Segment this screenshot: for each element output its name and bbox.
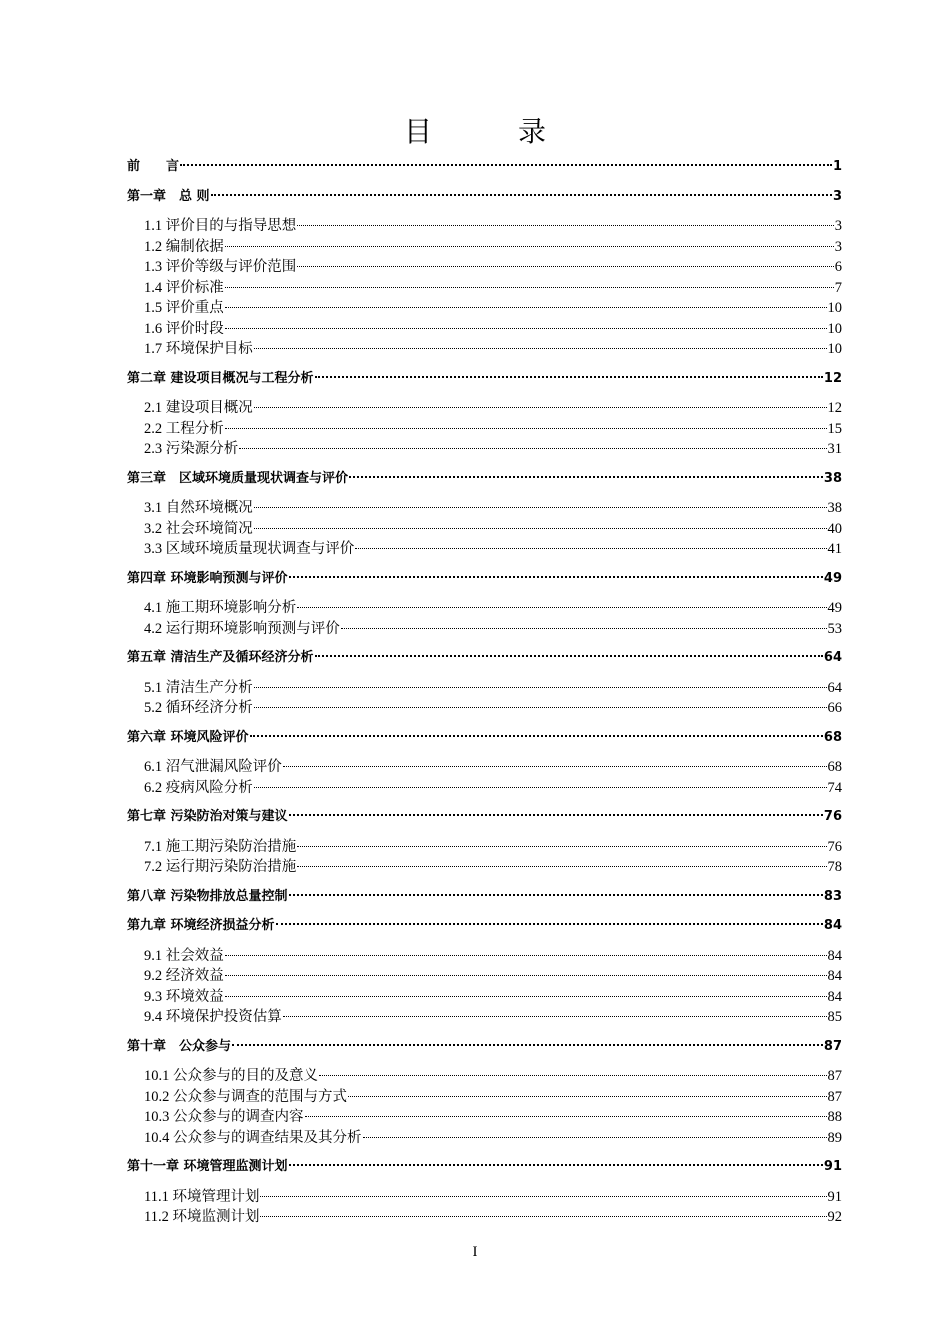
page-title — [0, 113, 950, 153]
toc-entry-label: 4.2 运行期环境影响预测与评价 — [144, 620, 340, 637]
toc-section-row[interactable] — [127, 946, 842, 967]
toc-entry-label: 9.3 环境效益 — [144, 988, 224, 1005]
toc-section-row[interactable] — [127, 678, 842, 699]
toc-section-row[interactable] — [127, 1187, 842, 1208]
toc-chapter-row[interactable] — [127, 916, 842, 937]
toc-entry-label: 7.2 运行期污染防治措施 — [144, 859, 297, 875]
toc-entry-label: 2.1 建设项目概况 — [144, 400, 253, 416]
dot-leader — [283, 1016, 827, 1017]
toc-entry-label: 第五章 清洁生产及循环经济分析 — [127, 650, 314, 665]
toc-page-number: 3 — [834, 238, 842, 255]
dot-leader — [297, 846, 826, 847]
dot-leader — [254, 528, 827, 529]
toc-section-row[interactable] — [127, 419, 842, 440]
toc-entry-label: 1.4 评价标准 — [144, 279, 224, 296]
toc-page-number: 92 — [827, 1209, 842, 1225]
toc-page-number: 87 — [827, 1088, 842, 1105]
toc-entry-label: 1.5 评价重点 — [144, 300, 224, 316]
toc-section-row[interactable] — [127, 837, 842, 858]
toc-page-number: 53 — [827, 620, 842, 637]
dot-leader — [254, 348, 827, 349]
toc-page-number: 85 — [827, 1009, 842, 1025]
toc-entry-label: 第二章 建设项目概况与工程分析 — [127, 370, 314, 386]
dot-leader — [225, 428, 827, 429]
toc-entry-label: 1.2 编制依据 — [144, 238, 224, 255]
toc-entry-label: 1.7 环境保护目标 — [144, 341, 253, 357]
toc-page-number: 15 — [827, 420, 842, 437]
toc-entry-label: 3.1 自然环境概况 — [144, 500, 253, 516]
toc-page-number: 49 — [827, 600, 842, 616]
dot-leader — [254, 787, 827, 788]
toc-page-number: 87 — [823, 1038, 842, 1054]
toc-chapter-row[interactable] — [127, 728, 842, 749]
toc-chapter-row[interactable] — [127, 1157, 842, 1178]
dot-leader — [289, 576, 823, 578]
toc-page-number: 64 — [823, 650, 842, 665]
toc-section-row[interactable] — [127, 757, 842, 778]
toc-page-number: 10 — [827, 300, 842, 316]
toc-entry-label: 6.1 沼气泄漏风险评价 — [144, 759, 282, 775]
dot-leader — [289, 1164, 823, 1166]
toc-entry-label: 10.2 公众参与调查的范围与方式 — [144, 1088, 347, 1105]
dot-leader — [315, 376, 823, 378]
dot-leader — [355, 548, 826, 549]
toc-chapter-row[interactable] — [127, 569, 842, 590]
toc-entry-label: 第八章 污染物排放总量控制 — [127, 888, 288, 904]
toc-page-number: 76 — [827, 838, 842, 855]
dot-leader — [349, 476, 823, 478]
toc-entry-label: 第十一章 环境管理监测计划 — [127, 1159, 288, 1174]
toc-entry-label: 前 言 — [127, 159, 180, 174]
toc-page-number: 64 — [827, 679, 842, 696]
toc-section-row[interactable] — [127, 1107, 842, 1128]
toc-entry-label: 10.4 公众参与的调查结果及其分析 — [144, 1129, 362, 1146]
toc-chapter-row[interactable] — [127, 369, 842, 390]
dot-leader — [254, 407, 827, 408]
dot-leader — [289, 894, 823, 896]
toc-entry-label: 第三章 区域环境质量现状调查与评价 — [127, 470, 349, 486]
toc-page-number: 12 — [823, 370, 842, 386]
toc-page-number: 3 — [832, 188, 842, 204]
toc-entry-label: 6.2 疫病风险分析 — [144, 779, 253, 796]
dot-leader — [283, 766, 827, 767]
toc-chapter-row[interactable] — [127, 1037, 842, 1058]
toc-page-number: 84 — [827, 988, 842, 1005]
dot-leader — [239, 448, 826, 449]
toc-chapter-row[interactable] — [127, 807, 842, 828]
table-of-contents — [127, 157, 842, 1228]
toc-page-number: 84 — [827, 968, 842, 984]
toc-entry-label: 11.1 环境管理计划 — [144, 1188, 260, 1205]
toc-entry-label: 9.1 社会效益 — [144, 947, 224, 964]
toc-page-number: 74 — [827, 779, 842, 796]
toc-page-number: 7 — [834, 279, 842, 296]
toc-section-row[interactable] — [127, 857, 842, 878]
toc-section-row[interactable] — [127, 1087, 842, 1108]
toc-section-row[interactable] — [127, 1066, 842, 1087]
toc-entry-label: 5.1 清洁生产分析 — [144, 679, 253, 696]
dot-leader — [348, 1096, 827, 1097]
toc-page-number: 6 — [834, 259, 842, 275]
toc-section-row[interactable] — [127, 698, 842, 719]
dot-leader — [232, 1044, 823, 1046]
toc-section-row[interactable] — [127, 298, 842, 319]
toc-page-number: 76 — [823, 809, 842, 824]
toc-section-row[interactable] — [127, 319, 842, 340]
dot-leader — [225, 307, 827, 308]
toc-page-number: 3 — [834, 218, 842, 234]
page-number-footer: I — [472, 1244, 478, 1260]
toc-entry-label: 10.1 公众参与的目的及意义 — [144, 1068, 318, 1084]
dot-leader — [363, 1137, 827, 1138]
dot-leader — [211, 194, 832, 196]
dot-leader — [297, 266, 834, 267]
toc-page-number: 91 — [827, 1188, 842, 1205]
toc-entry-label: 1.6 评价时段 — [144, 320, 224, 337]
toc-section-row[interactable] — [127, 498, 842, 519]
toc-entry-label: 第四章 环境影响预测与评价 — [127, 570, 288, 586]
toc-section-row[interactable] — [127, 987, 842, 1008]
toc-entry-label: 第六章 环境风险评价 — [127, 729, 249, 745]
toc-section-row[interactable] — [127, 539, 842, 560]
toc-entry-label: 2.2 工程分析 — [144, 420, 224, 437]
dot-leader — [225, 996, 827, 997]
dot-leader — [297, 607, 826, 608]
toc-entry-label: 1.1 评价目的与指导思想 — [144, 218, 297, 234]
toc-entry-label: 3.3 区域环境质量现状调查与评价 — [144, 541, 355, 557]
toc-page-number: 66 — [827, 700, 842, 716]
dot-leader — [276, 923, 823, 925]
toc-entry-label: 第一章 总 则 — [127, 188, 210, 204]
toc-section-row[interactable] — [127, 619, 842, 640]
toc-page-number: 88 — [827, 1109, 842, 1125]
toc-section-row[interactable] — [127, 966, 842, 987]
toc-entry-label: 2.3 污染源分析 — [144, 441, 239, 457]
dot-leader — [225, 975, 827, 976]
dot-leader — [225, 246, 834, 247]
toc-page-number: 40 — [827, 520, 842, 537]
toc-entry-label: 9.2 经济效益 — [144, 968, 224, 984]
toc-page-number: 38 — [823, 470, 842, 486]
dot-leader — [319, 1075, 827, 1076]
toc-entry-label: 5.2 循环经济分析 — [144, 700, 253, 716]
toc-chapter-row[interactable] — [127, 157, 842, 178]
toc-page-number: 83 — [823, 888, 842, 904]
toc-entry-label: 9.4 环境保护投资估算 — [144, 1009, 282, 1025]
toc-page-number: 68 — [823, 729, 842, 745]
dot-leader — [260, 1196, 826, 1197]
toc-page-number: 41 — [827, 541, 842, 557]
toc-page-number: 89 — [827, 1129, 842, 1146]
dot-leader — [180, 164, 832, 166]
toc-section-row[interactable] — [127, 598, 842, 619]
dot-leader — [254, 707, 827, 708]
toc-chapter-row[interactable] — [127, 469, 842, 490]
toc-page-number: 38 — [827, 500, 842, 516]
dot-leader — [260, 1216, 826, 1217]
toc-entry-label: 3.2 社会环境简况 — [144, 520, 253, 537]
dot-leader — [297, 866, 826, 867]
dot-leader — [254, 507, 827, 508]
toc-section-row[interactable] — [127, 519, 842, 540]
toc-section-row[interactable] — [127, 339, 842, 360]
dot-leader — [225, 287, 834, 288]
toc-page-number: 12 — [827, 400, 842, 416]
dot-leader — [315, 655, 823, 657]
toc-entry-label: 第七章 污染防治对策与建议 — [127, 809, 288, 824]
title-char-1: 目 — [403, 117, 432, 148]
toc-section-row[interactable] — [127, 778, 842, 799]
toc-section-row[interactable] — [127, 1007, 842, 1028]
toc-section-row[interactable] — [127, 439, 842, 460]
toc-page-number: 68 — [827, 759, 842, 775]
toc-section-row[interactable] — [127, 398, 842, 419]
dot-leader — [289, 814, 823, 816]
toc-page-number: 10 — [827, 320, 842, 337]
dot-leader — [297, 225, 834, 226]
toc-section-row[interactable] — [127, 1207, 842, 1228]
toc-entry-label: 4.1 施工期环境影响分析 — [144, 600, 297, 616]
toc-page-number: 84 — [823, 918, 842, 933]
toc-page-number: 78 — [827, 859, 842, 875]
toc-entry-label: 1.3 评价等级与评价范围 — [144, 259, 297, 275]
toc-page-number: 31 — [827, 441, 842, 457]
toc-page-number: 84 — [827, 947, 842, 964]
toc-entry-label: 第九章 环境经济损益分析 — [127, 918, 275, 933]
toc-section-row[interactable] — [127, 257, 842, 278]
toc-entry-label: 11.2 环境监测计划 — [144, 1209, 260, 1225]
toc-entry-label: 10.3 公众参与的调查内容 — [144, 1109, 304, 1125]
dot-leader — [250, 735, 823, 737]
toc-page-number: 91 — [823, 1159, 842, 1174]
toc-chapter-row[interactable] — [127, 187, 842, 208]
dot-leader — [225, 955, 827, 956]
toc-section-row[interactable] — [127, 1128, 842, 1149]
dot-leader — [225, 328, 827, 329]
toc-section-row[interactable] — [127, 237, 842, 258]
toc-page-number: 49 — [823, 570, 842, 586]
toc-entry-label: 7.1 施工期污染防治措施 — [144, 838, 297, 855]
toc-page-number: 10 — [827, 341, 842, 357]
dot-leader — [254, 687, 827, 688]
toc-page-number: 1 — [832, 159, 842, 174]
toc-chapter-row[interactable] — [127, 887, 842, 908]
toc-chapter-row[interactable] — [127, 648, 842, 669]
title-char-2: 录 — [518, 117, 547, 148]
toc-page-number: 87 — [827, 1068, 842, 1084]
toc-section-row[interactable] — [127, 216, 842, 237]
dot-leader — [341, 628, 827, 629]
toc-entry-label: 第十章 公众参与 — [127, 1038, 232, 1054]
toc-section-row[interactable] — [127, 278, 842, 299]
dot-leader — [305, 1116, 827, 1117]
